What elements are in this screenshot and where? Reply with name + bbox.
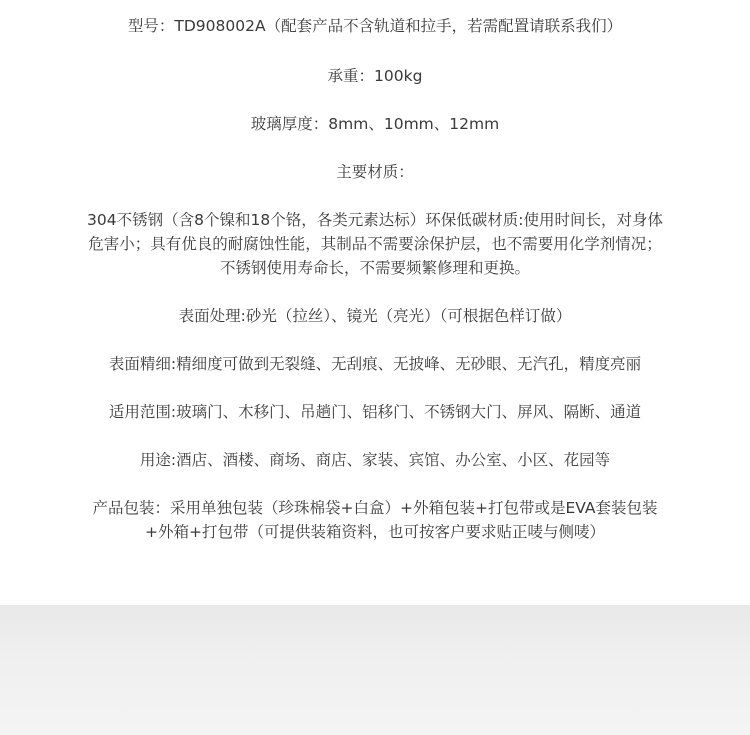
packaging-line: 产品包装：采用单独包装（珍珠棉袋+白盒）+外箱包装+打包带或是EVA套装包装 <box>92 499 658 517</box>
material-description <box>40 208 710 280</box>
material-description-line: 不锈钢使用寿命长，不需要频繁修理和更换。 <box>219 259 530 277</box>
material-description-line: 304不锈钢（含8个镍和18个铬，各类元素达标）环保低碳材质:使用时间长，对身体 <box>87 211 663 229</box>
packaging-line: +外箱+打包带（可提供装箱资料，也可按客户要求贴正唛与侧唛） <box>145 523 605 541</box>
surface-finish-line: 表面精细:精细度可做到无裂缝、无刮痕、无披峰、无砂眼、无汽孔，精度亮丽 <box>108 355 642 373</box>
glass-thickness-line: 玻璃厚度：8mm、10mm、12mm <box>250 115 500 133</box>
usage-line: 用途:酒店、酒楼、商场、商店、家装、宾馆、办公室、小区、花园等 <box>139 451 611 469</box>
applicable-scope-line: 适用范围:玻璃门、木移门、吊趟门、铝移门、不锈钢大门、屏风、隔断、通道 <box>108 403 642 421</box>
main-material-heading: 主要材质： <box>336 163 414 181</box>
surface-treatment-line: 表面处理:砂光（拉丝）、镜光（亮光）（可根据色样订做） <box>178 307 572 325</box>
packaging-description <box>40 496 710 544</box>
load-line: 承重：100kg <box>327 67 423 85</box>
model-line: 型号：TD908002A（配套产品不含轨道和拉手，若需配置请联系我们） <box>127 17 623 35</box>
material-description-line: 危害小；具有优良的耐腐蚀性能，其制品不需要涂保护层，也不需要用化学剂情况； <box>88 235 662 253</box>
gray-background-band <box>0 605 750 735</box>
